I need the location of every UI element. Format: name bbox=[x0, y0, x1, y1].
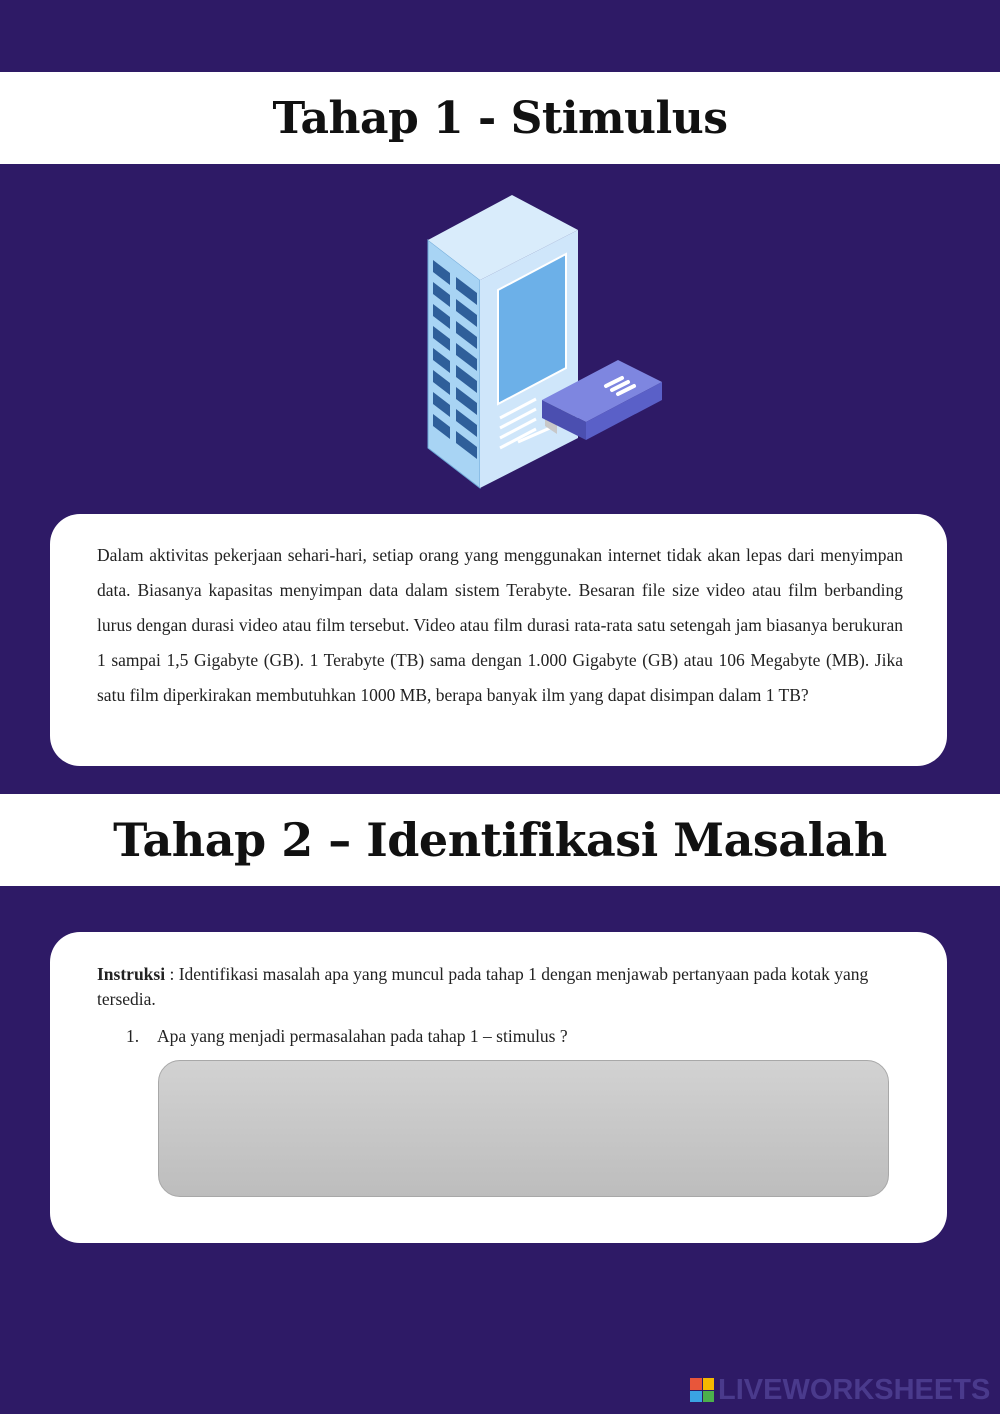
answer-input[interactable] bbox=[158, 1060, 889, 1197]
instruction-body: : Identifikasi masalah apa yang muncul pada tahap 1 dengan menjawab pertanyaan pada kotak yang tersedia. bbox=[97, 964, 869, 1009]
instruction-label: Instruksi bbox=[97, 964, 166, 984]
stage2-banner bbox=[0, 794, 1000, 886]
question-item bbox=[126, 1024, 891, 1049]
question-text: Apa yang menjadi permasalahan pada tahap 1 – stimulus ? bbox=[157, 1026, 568, 1046]
liveworksheets-logo-icon bbox=[690, 1378, 714, 1402]
branding-text: LIVEWORKSHEETS bbox=[718, 1373, 991, 1406]
liveworksheets-branding[interactable] bbox=[690, 1373, 991, 1406]
question-number: 1. bbox=[126, 1026, 140, 1046]
stage1-title: Tahap 1 - Stimulus bbox=[272, 92, 728, 144]
instruction-text bbox=[97, 962, 891, 1012]
stage2-title: Tahap 2 – Identifikasi Masalah bbox=[113, 813, 887, 867]
stage1-banner bbox=[0, 72, 1000, 164]
stimulus-card bbox=[50, 514, 947, 766]
identification-card bbox=[50, 932, 947, 1243]
server-rack-with-usb-drive-icon bbox=[400, 190, 680, 495]
stimulus-paragraph: Dalam aktivitas pekerjaan sehari-hari, setiap orang yang menggunakan internet tidak akan lepas dari menyimpan data. Biasanya kapasitas menyimpan data dalam sistem Terabyte. Besaran file size video atau film berbanding lurus dengan durasi video atau film tersebut. Video atau film durasi rata-rata satu setengah jam biasanya berukuran 1 sampai 1,5 Gigabyte (GB). 1 Terabyte (TB) sama dengan 1.000 Gigabyte (GB) atau 106 Megabyte (MB). Jika satu film diperkirakan membutuhkan 1000 MB, berapa banyak ilm yang dapat disimpan dalam 1 TB? bbox=[97, 545, 903, 705]
